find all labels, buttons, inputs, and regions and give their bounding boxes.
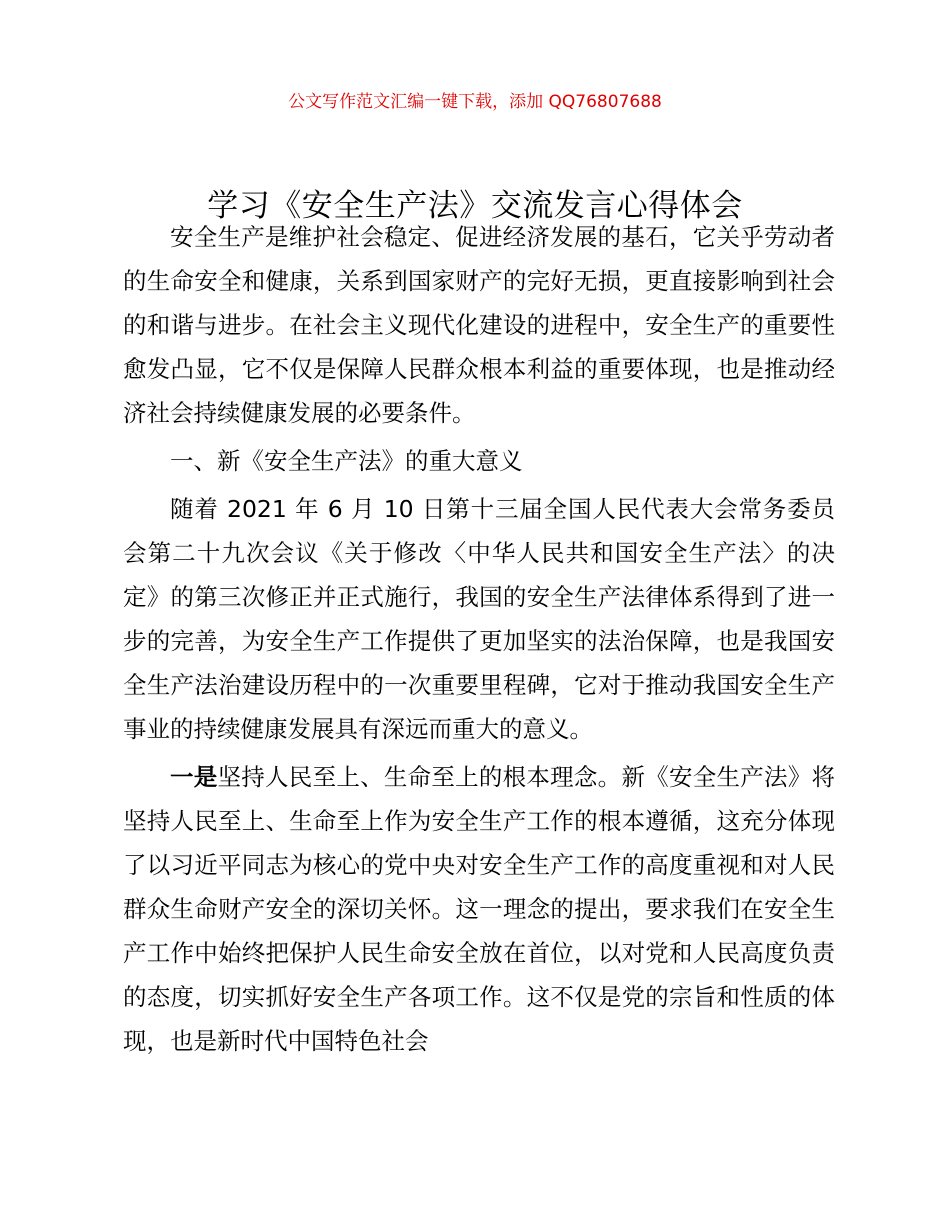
point-1-lead: 一是 — [170, 763, 218, 791]
document-body — [123, 215, 835, 1063]
point-1-paragraph — [123, 755, 835, 1063]
download-notice: 公文写作范文汇编一键下载，添加 QQ76807688 — [288, 92, 662, 112]
section-1-paragraph: 随着 2021 年 6 月 10 日第十三届全国人民代表大会常务委员会第二十九次会议《关于修改〈中华人民共和国安全生产法〉的决定》的第三次修正并正式施行，我国的安全生产法律体系得到了进一步的完善，为安全生产工作提供了更加坚实的法治保障，也是我国安全生产法治建设历程中的一次重要里程碑，它对于推动我国安全生产事业的持续健康发展具有深远而重大的意义。 — [123, 495, 835, 743]
intro-paragraph: 安全生产是维护社会稳定、促进经济发展的基石，它关乎劳动者的生命安全和健康，关系到国家财产的完好无损，更直接影响到社会的和谐与进步。在社会主义现代化建设的进程中，安全生产的重要性愈发凸显，它不仅是保障人民群众根本利益的重要体现，也是推动经济社会持续健康发展的必要条件。 — [123, 223, 835, 427]
section-heading-1: 一、新《安全生产法》的重大意义 — [170, 447, 523, 475]
document-title: 学习《安全生产法》交流发言心得体会 — [207, 187, 743, 224]
point-1-body: 坚持人民至上、生命至上的根本理念。新《安全生产法》将坚持人民至上、生命至上作为安全生产工作的根本遵循，这充分体现了以习近平同志为核心的党中央对安全生产工作的高度重视和对人民群众生命财产安全的深切关怀。这一理念的提出，要求我们在安全生产工作中始终把保护人民生命安全放在首位，以对党和人民高度负责的态度，切实抓好安全生产各项工作。这不仅是党的宗旨和性质的体现，也是新时代中国特色社会 — [123, 763, 836, 1055]
